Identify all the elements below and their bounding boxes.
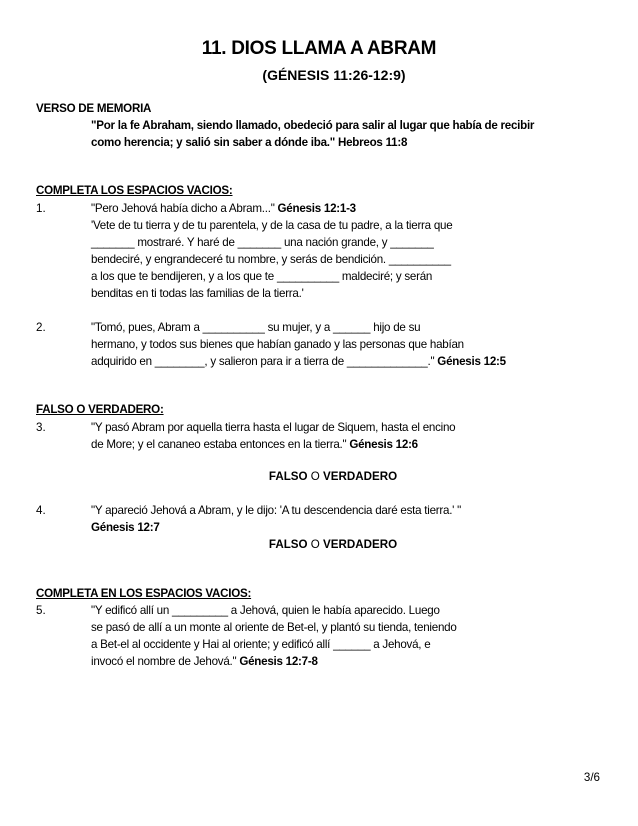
question-3-line-1: "Y pasó Abram por aquella tierra hasta el lugar de Siquem, hasta el encino <box>91 421 456 434</box>
section-fill-in-heading: COMPLETA EN LOS ESPACIOS VACIOS: <box>36 587 252 600</box>
verdadero-option: VERDADERO <box>323 470 398 483</box>
page-title: 11. DIOS LLAMA A ABRAM <box>201 38 437 59</box>
question-number-1: 1. <box>36 202 46 215</box>
question-3-line-2: de More; y el cananeo estaba entonces en la tierra." Génesis 12:6 <box>91 438 418 451</box>
true-false-choice-3: FALSO O VERDADERO <box>268 470 398 483</box>
true-false-choice-4: FALSO O VERDADERO <box>268 538 398 551</box>
question-5-line-1: "Y edificó allí un _________ a Jehová, quien le había aparecido. Luego <box>91 604 440 617</box>
section-true-false-heading: FALSO O VERDADERO: <box>36 403 164 416</box>
question-5-line-2: se pasó de allí a un monte al oriente de Bet-el, y plantó su tienda, teniendo <box>91 621 457 634</box>
question-number-4: 4. <box>36 504 46 517</box>
question-1-line-3: _______ mostraré. Y haré de _______ una nación grande, y _______ <box>91 236 434 249</box>
question-2-line-1: "Tomó, pues, Abram a __________ su mujer, y a ______ hijo de su <box>91 321 421 334</box>
reference-genesis-12-5: Génesis 12:5 <box>437 355 506 368</box>
reference-genesis-12-6: Génesis 12:6 <box>349 438 418 451</box>
reference-genesis-12-1-3: Génesis 12:1-3 <box>277 202 356 215</box>
question-2-line-3: adquirido en ________, y salieron para ir a tierra de _____________." Génesis 12:5 <box>91 355 506 368</box>
falso-option: FALSO <box>268 470 308 483</box>
question-1-line-1: "Pero Jehová había dicho a Abram..." Génesis 12:1-3 <box>91 202 356 215</box>
question-5-line-4: invocó el nombre de Jehová." Génesis 12:7-8 <box>91 655 318 668</box>
question-1-line-2: 'Vete de tu tierra y de tu parentela, y de la casa de tu padre, a la tierra que <box>91 219 453 232</box>
question-1-line-5: a los que te bendijeren, y a los que te __________ maldeciré; y serán <box>91 270 433 283</box>
reference-genesis-12-7: Génesis 12:7 <box>91 521 160 534</box>
question-5-line-3: a Bet-el al occidente y Hai al oriente; y edificó allí ______ a Jehová, e <box>91 638 431 651</box>
verdadero-option: VERDADERO <box>323 538 398 551</box>
question-number-2: 2. <box>36 321 46 334</box>
question-number-3: 3. <box>36 421 46 434</box>
memory-heading: VERSO DE MEMORIA <box>36 102 152 115</box>
question-1-line-4: bendeciré, y engrandeceré tu nombre, y serás de bendición. __________ <box>91 253 451 266</box>
memory-verse-line-2: como herencia; y salió sin saber a dónde iba." Hebreos 11:8 <box>91 136 408 149</box>
question-4-line-1: "Y apareció Jehová a Abram, y le dijo: 'A tu descendencia daré esta tierra.' " <box>91 504 461 517</box>
memory-verse-line-1: "Por la fe Abraham, siendo llamado, obedeció para salir al lugar que había de recibir <box>91 119 535 132</box>
section-complete-heading: COMPLETA LOS ESPACIOS VACIOS: <box>36 184 233 197</box>
page-subtitle: (GÉNESIS 11:26-12:9) <box>262 67 406 83</box>
page-number: 3/6 <box>583 771 600 784</box>
reference-genesis-12-7-8: Génesis 12:7-8 <box>239 655 318 668</box>
falso-option: FALSO <box>268 538 308 551</box>
question-1-line-6: benditas en ti todas las familias de la tierra.' <box>91 287 304 300</box>
question-2-line-2: hermano, y todos sus bienes que habían ganado y las personas que habían <box>91 338 464 351</box>
question-number-5: 5. <box>36 604 46 617</box>
